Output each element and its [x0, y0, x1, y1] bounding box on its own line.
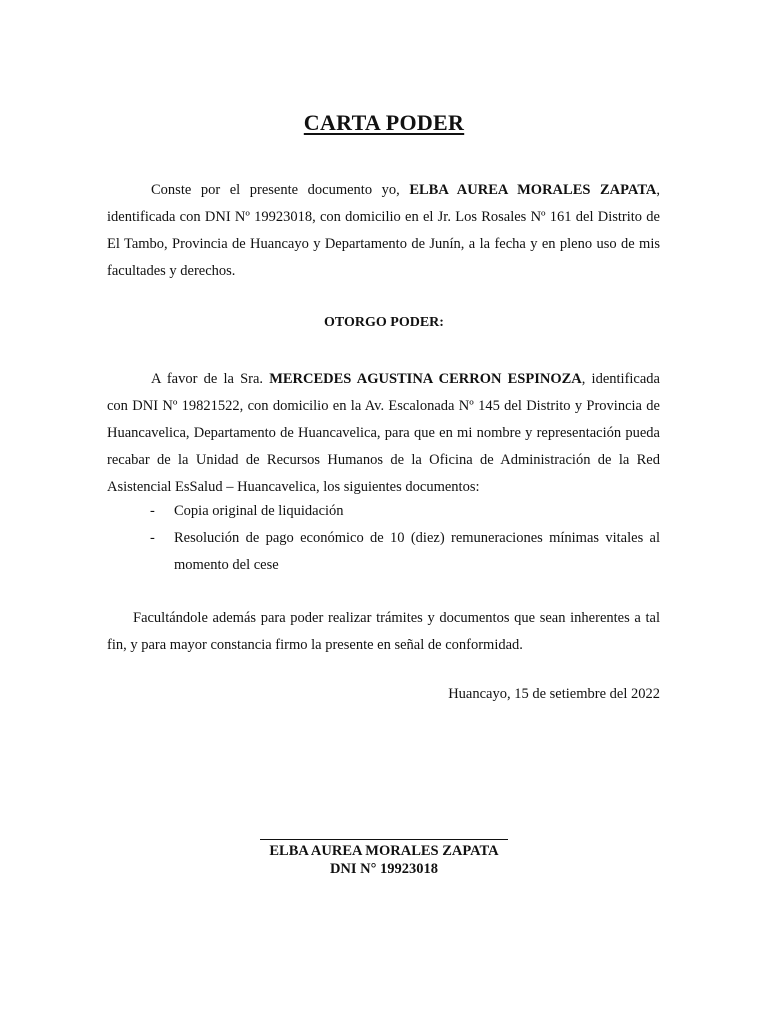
paragraph-grantor: [107, 177, 660, 285]
paragraph-grantor-rest: , identificada con DNI Nº 19923018, con domicilio en el Jr. Los Rosales Nº 161 del Distrito de El Tambo, Provincia de Huancayo y Departamento de Junín, a la fecha y en pleno uso de mis facultades y derechos.: [107, 182, 661, 279]
signature-line: [260, 839, 508, 840]
list-item-text: Copia original de liquidación: [174, 503, 344, 519]
document-list: [150, 498, 660, 579]
list-item: [150, 525, 660, 579]
paragraph-grantor-intro: Conste por el presente documento yo,: [151, 182, 410, 198]
paragraph-grantee-intro: A favor de la Sra.: [151, 371, 270, 387]
paragraph-grantee-rest: , identificada con DNI Nº 19821522, con domicilio en la Av. Escalonada Nº 145 del Distrito y Provincia de Huancavelica, Departamento de Huancavelica, para que en mi nombre y representación pueda recabar de la Unidad de Recursos Humanos de la Oficina de Administración de la Red Asistencial EsSalud – Huancavelica, los siguientes documentos:: [107, 371, 660, 495]
list-item: [150, 498, 660, 525]
signature-dni: DNI N° 19923018: [329, 861, 439, 877]
list-marker: -: [150, 530, 155, 546]
paragraph-closing-text: Facultándole además para poder realizar trámites y documentos que sean inherentes a tal fin, y para mayor constancia firmo la presente en señal de conformidad.: [107, 610, 660, 653]
list-item-text: Resolución de pago económico de 10 (diez) remuneraciones mínimas vitales al momento del cese: [174, 530, 660, 573]
section-heading: OTORGO PODER:: [324, 315, 444, 330]
date-line: Huancayo, 15 de setiembre del 2022: [448, 686, 660, 702]
document-title: CARTA PODER: [303, 110, 465, 135]
signature-name: ELBA AUREA MORALES ZAPATA: [269, 843, 499, 859]
list-marker: -: [150, 503, 155, 519]
paragraph-grantee: [107, 366, 660, 501]
paragraph-closing: [107, 605, 660, 659]
grantee-name: MERCEDES AGUSTINA CERRON ESPINOZA: [269, 371, 582, 387]
grantor-name: ELBA AUREA MORALES ZAPATA: [409, 182, 657, 198]
